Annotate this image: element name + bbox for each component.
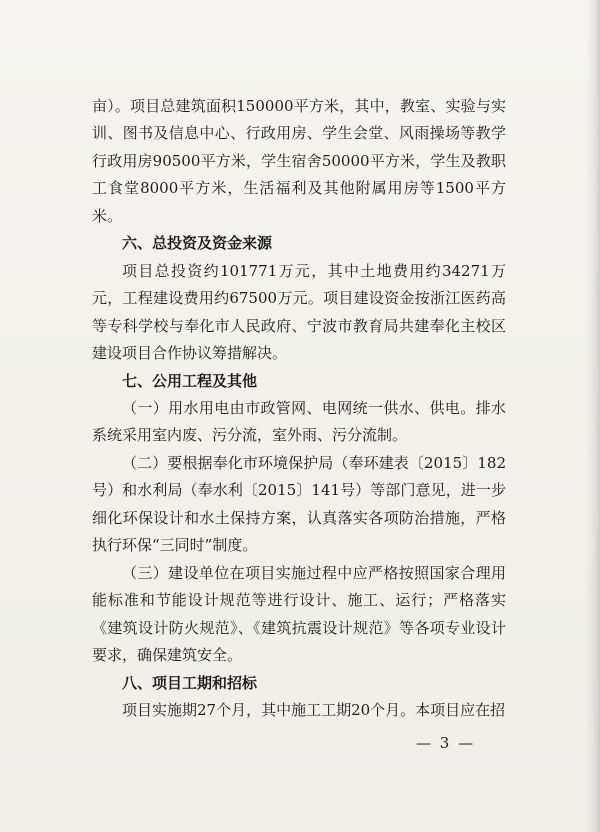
body-paragraph: 项目总投资约101771万元，其中土地费用约34271万元，工程建设费用约67500万元。项目建设资金按浙江医药高等专科学校与奉化市人民政府、宁波市教育局共建奉化主校区建设项目合作协议筹措解决。 [92,261,506,363]
body-paragraph: （三）建设单位在项目实施过程中应严格按照国家合理用能标准和节能设计规范等进行设计、施工、运行；严格落实《建筑设计防火规范》、《建筑抗震设计规范》等各项专业设计要求，确保建筑安全。 [92,563,506,665]
body-paragraph: （二）要根据奉化市环境保护局（奉环建表〔2015〕182号）和水利局（奉水利〔2015〕141号）等部门意见，进一步细化环保设计和水土保持方案，认真落实各项防治措施，严格执行环保“三同时”制度。 [92,453,506,555]
page-number: — 3 — [416,734,476,752]
body-paragraph: （一）用水用电由市政管网、电网统一供水、供电。排水系统采用室内废、污分流，室外雨、污分流制。 [92,398,506,445]
document-body [92,93,506,724]
section-heading: 七、公用工程及其他 [122,371,258,390]
section-heading: 六、总投资及资金来源 [122,234,273,253]
section-heading: 八、项目工期和招标 [122,673,258,692]
body-paragraph: 亩）。项目总建筑面积150000平方米，其中，教室、实验与实训、图书及信息中心、行政用房、学生会堂、风雨操场等教学行政用房90500平方米，学生宿舍50000平方米，学生及教职工食堂8000平方米，生活福利及其他附属用房等1500平方米。 [92,97,506,225]
page-binding-edge [586,0,600,832]
body-paragraph: 项目实施期27个月，其中施工工期20个月。本项目应在招 [122,700,506,719]
